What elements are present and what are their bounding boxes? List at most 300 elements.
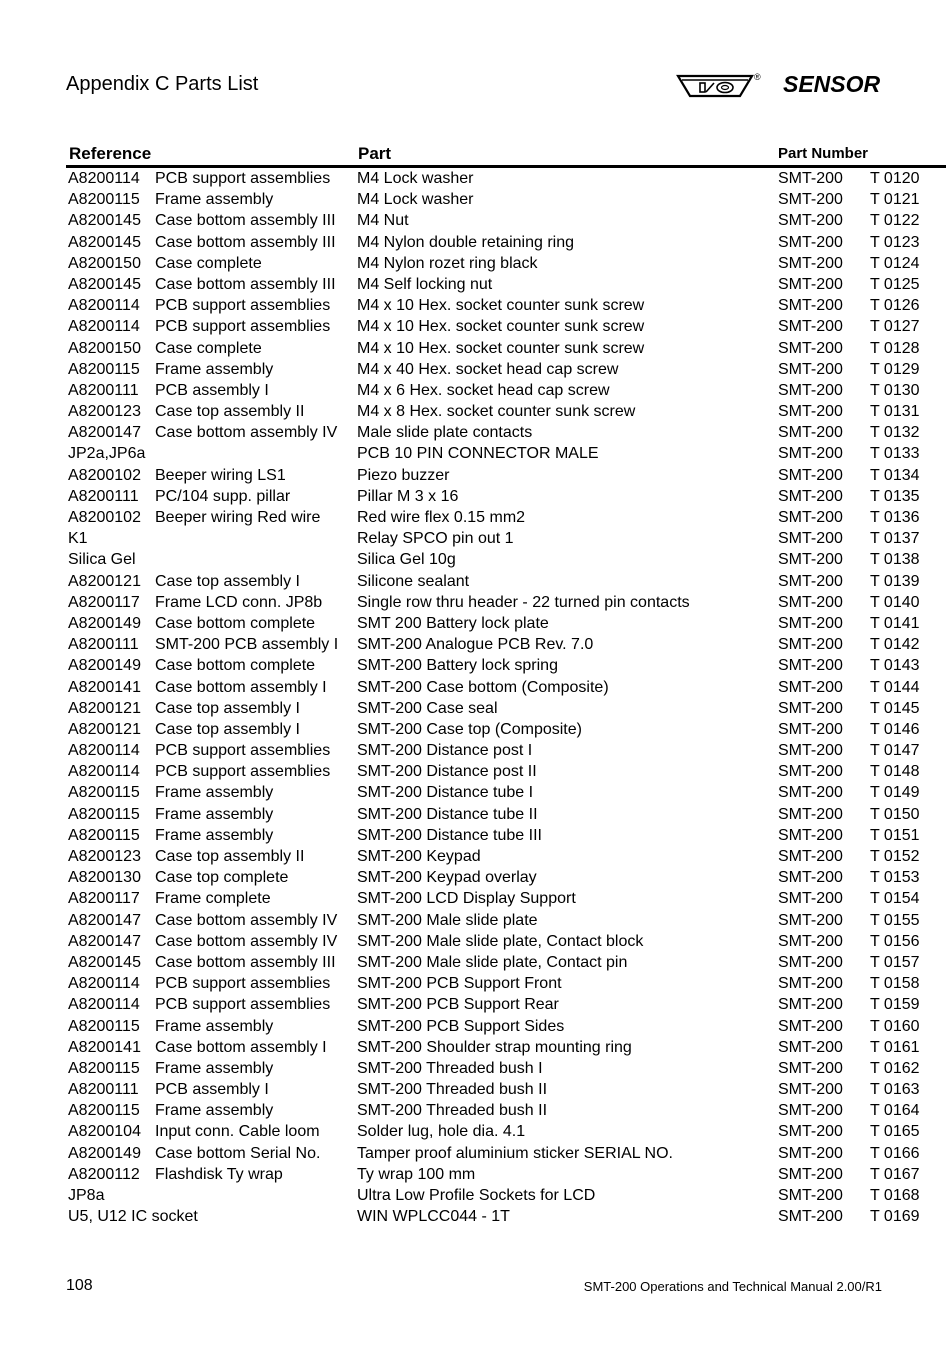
table-row [0, 359, 950, 380]
model-cell: SMT-200 [778, 318, 843, 336]
part-cell: SMT-200 Case top (Composite) [357, 720, 582, 738]
table-row [0, 1206, 950, 1227]
part-cell: SMT 200 Battery lock plate [357, 614, 549, 632]
reference-cell: A8200115 [68, 805, 140, 823]
part-cell: SMT-200 Distance post II [357, 763, 537, 781]
assembly-cell: Case complete [155, 254, 262, 272]
table-row [0, 549, 950, 570]
part-cell: Solder lug, hole dia. 4.1 [357, 1123, 526, 1141]
reference-cell: A8200141 [68, 678, 141, 696]
table-row [0, 634, 950, 655]
reference-cell: A8200121 [68, 720, 141, 738]
reference-cell: A8200141 [68, 1038, 141, 1056]
part-cell: M4 Lock washer [357, 191, 474, 209]
part-number-cell: T 0151 [870, 826, 920, 844]
part-cell: M4 x 10 Hex. socket counter sunk screw [357, 318, 645, 336]
reference-cell: U5, U12 IC socket [68, 1208, 198, 1226]
part-number-cell: T 0122 [870, 212, 920, 230]
part-number-cell: T 0150 [870, 805, 920, 823]
reference-cell: A8200102 [68, 509, 141, 526]
assembly-cell: Case bottom assembly III [155, 233, 336, 251]
part-number-cell: T 0163 [870, 1081, 920, 1099]
part-number-cell: T 0134 [870, 466, 920, 484]
model-cell: SMT-200 [778, 487, 843, 505]
part-number-cell: T 0152 [870, 848, 920, 865]
part-cell: M4 Nylon rozet ring black [357, 254, 538, 272]
model-cell: SMT-200 [778, 848, 843, 865]
model-cell: SMT-200 [778, 699, 843, 717]
part-number-cell: T 0125 [870, 275, 920, 293]
reference-cell: A8200111 [68, 381, 139, 399]
part-cell: Red wire flex 0.15 mm2 [357, 509, 526, 526]
table-row [0, 465, 950, 486]
table-row [0, 1079, 950, 1100]
model-cell: SMT-200 [778, 1187, 843, 1204]
part-number-cell: T 0149 [870, 784, 920, 802]
part-cell: Silica Gel 10g [357, 551, 456, 569]
model-cell: SMT-200 [778, 657, 843, 675]
part-number-cell: T 0166 [870, 1144, 920, 1162]
reference-cell: A8200121 [68, 699, 141, 717]
reference-cell: A8200145 [68, 233, 141, 251]
part-cell: PCB 10 PIN CONNECTOR MALE [357, 445, 599, 463]
table-row [0, 719, 950, 740]
reference-cell: A8200114 [68, 742, 140, 760]
assembly-cell: Input conn. Cable loom [155, 1123, 320, 1141]
assembly-cell: PCB support assemblies [155, 742, 331, 760]
part-number-cell: T 0124 [870, 254, 920, 272]
part-number-cell: T 0145 [870, 699, 920, 717]
part-number-cell: T 0148 [870, 763, 920, 781]
table-row [0, 1121, 950, 1142]
part-number-cell: T 0156 [870, 932, 920, 950]
reference-cell: A8200115 [68, 1102, 140, 1120]
assembly-cell: Beeper wiring Red wire [155, 509, 321, 526]
part-cell: SMT-200 Battery lock spring [357, 657, 558, 675]
model-cell: SMT-200 [778, 932, 843, 950]
part-number-cell: T 0127 [870, 318, 920, 336]
part-cell: SMT-200 PCB Support Rear [357, 996, 559, 1014]
part-number-cell: T 0153 [870, 869, 920, 887]
part-number-cell: T 0128 [870, 339, 920, 357]
part-number-cell: T 0160 [870, 1017, 920, 1035]
reference-cell: K1 [68, 530, 88, 548]
table-row [0, 613, 950, 634]
reference-cell: A8200114 [68, 996, 140, 1014]
model-cell: SMT-200 [778, 742, 843, 760]
part-number-cell: T 0165 [870, 1123, 920, 1141]
part-cell: SMT-200 Male slide plate, Contact pin [357, 953, 628, 971]
table-row [0, 380, 950, 401]
table-row [0, 994, 950, 1015]
part-number-cell: T 0130 [870, 381, 920, 399]
part-cell: Pillar M 3 x 16 [357, 487, 459, 505]
assembly-cell: Case bottom assembly I [155, 1038, 327, 1056]
assembly-cell: Case top assembly II [155, 848, 305, 865]
part-cell: SMT-200 Threaded bush II [357, 1081, 548, 1099]
table-row [0, 761, 950, 782]
part-number-cell: T 0136 [870, 509, 920, 526]
reference-cell: A8200117 [68, 890, 140, 908]
model-cell: SMT-200 [778, 996, 843, 1014]
part-cell: Ultra Low Profile Sockets for LCD [357, 1187, 596, 1204]
reference-cell: A8200117 [68, 593, 140, 611]
part-cell: M4 Nylon double retaining ring [357, 233, 575, 251]
reference-cell: A8200115 [68, 1059, 140, 1077]
part-number-cell: T 0141 [870, 614, 920, 632]
part-cell: M4 Nut [357, 212, 409, 230]
reference-cell: JP2a,JP6a [68, 445, 146, 463]
model-cell: SMT-200 [778, 466, 843, 484]
table-row [0, 316, 950, 337]
reference-cell: A8200149 [68, 1144, 141, 1162]
part-cell: SMT-200 Keypad overlay [357, 869, 537, 887]
model-cell: SMT-200 [778, 763, 843, 781]
part-cell: SMT-200 Male slide plate [357, 911, 538, 929]
part-cell: SMT-200 Male slide plate, Contact block [357, 932, 644, 950]
table-row [0, 253, 950, 274]
assembly-cell: Beeper wiring LS1 [155, 466, 286, 484]
model-cell: SMT-200 [778, 826, 843, 844]
part-cell: Ty wrap 100 mm [357, 1165, 476, 1183]
part-cell: SMT-200 PCB Support Sides [357, 1017, 565, 1035]
reference-cell: A8200150 [68, 339, 141, 357]
reference-cell: A8200149 [68, 657, 141, 675]
assembly-cell: PCB support assemblies [155, 763, 331, 781]
table-row [0, 1058, 950, 1079]
manual-title: SMT-200 Operations and Technical Manual 2.00/R1 [583, 1279, 882, 1294]
model-cell: SMT-200 [778, 360, 843, 378]
table-row [0, 571, 950, 592]
page-title: Appendix C Parts List [66, 73, 259, 95]
reference-cell: A8200150 [68, 254, 141, 272]
reference-cell: A8200104 [68, 1123, 141, 1141]
model-cell: SMT-200 [778, 551, 843, 569]
part-cell: M4 x 40 Hex. socket head cap screw [357, 360, 619, 378]
reference-cell: A8200114 [68, 318, 140, 336]
table-row [0, 422, 950, 443]
model-cell: SMT-200 [778, 170, 843, 187]
part-number-cell: T 0126 [870, 297, 920, 315]
part-number-cell: T 0169 [870, 1208, 920, 1226]
model-cell: SMT-200 [778, 1208, 843, 1226]
part-cell: SMT-200 Distance post I [357, 742, 533, 760]
part-cell: M4 Lock washer [357, 170, 474, 187]
assembly-cell: Case bottom complete [155, 657, 316, 675]
table-row [0, 295, 950, 316]
reference-cell: A8200147 [68, 424, 141, 442]
assembly-cell: Case bottom assembly IV [155, 932, 338, 950]
model-cell: SMT-200 [778, 1059, 843, 1077]
model-cell: SMT-200 [778, 212, 843, 230]
assembly-cell: Frame assembly [155, 191, 274, 209]
reference-cell: A8200111 [68, 636, 139, 654]
reference-cell: A8200114 [68, 170, 140, 187]
table-row [0, 1185, 950, 1206]
reference-cell: A8200115 [68, 784, 140, 802]
model-cell: SMT-200 [778, 275, 843, 293]
assembly-cell: PCB support assemblies [155, 318, 331, 336]
model-cell: SMT-200 [778, 403, 843, 421]
assembly-cell: PCB support assemblies [155, 170, 331, 187]
model-cell: SMT-200 [778, 339, 843, 357]
part-number-cell: T 0137 [870, 530, 920, 548]
table-row [0, 443, 950, 464]
assembly-cell: Case bottom assembly I [155, 678, 327, 696]
table-row [0, 189, 950, 210]
assembly-cell: PCB support assemblies [155, 975, 331, 993]
part-number-cell: T 0158 [870, 975, 920, 993]
reference-cell: A8200112 [68, 1165, 140, 1183]
logo-emblem-icon [676, 72, 766, 100]
part-cell: M4 x 10 Hex. socket counter sunk screw [357, 297, 645, 315]
table-row [0, 168, 950, 189]
part-cell: SMT-200 Case seal [357, 699, 498, 717]
table-row [0, 973, 950, 994]
reference-cell: A8200114 [68, 763, 140, 781]
part-cell: Relay SPCO pin out 1 [357, 530, 514, 548]
reference-cell: A8200114 [68, 975, 140, 993]
reference-cell: A8200145 [68, 212, 141, 230]
part-number-cell: T 0167 [870, 1165, 920, 1183]
assembly-cell: Case bottom Serial No. [155, 1144, 321, 1162]
part-number-cell: T 0157 [870, 953, 920, 971]
assembly-cell: Frame complete [155, 890, 271, 908]
reference-cell: A8200147 [68, 932, 141, 950]
assembly-cell: PCB support assemblies [155, 297, 331, 315]
assembly-cell: Frame assembly [155, 1059, 274, 1077]
model-cell: SMT-200 [778, 424, 843, 442]
table-row [0, 210, 950, 231]
part-cell: Tamper proof aluminium sticker SERIAL NO. [357, 1144, 673, 1162]
column-header-reference: Reference [69, 144, 152, 163]
part-number-cell: T 0168 [870, 1187, 920, 1204]
table-row [0, 1037, 950, 1058]
model-cell: SMT-200 [778, 593, 843, 611]
column-header-part-number: Part Number [778, 145, 869, 162]
company-logo [676, 72, 766, 105]
table-row [0, 1016, 950, 1037]
table-row [0, 1164, 950, 1185]
reference-cell: A8200123 [68, 403, 141, 421]
assembly-cell: Case bottom assembly III [155, 953, 336, 971]
part-number-cell: T 0142 [870, 636, 920, 654]
table-row [0, 910, 950, 931]
reference-cell: A8200115 [68, 360, 140, 378]
assembly-cell: Case complete [155, 339, 262, 357]
part-number-cell: T 0120 [870, 170, 920, 187]
part-number-cell: T 0131 [870, 403, 920, 421]
table-row [0, 232, 950, 253]
reference-cell: A8200121 [68, 572, 141, 590]
assembly-cell: Case bottom complete [155, 614, 316, 632]
assembly-cell: Case top complete [155, 869, 289, 887]
model-cell: SMT-200 [778, 254, 843, 272]
part-number-cell: T 0135 [870, 487, 920, 505]
reference-cell: A8200115 [68, 1017, 140, 1035]
part-number-cell: T 0140 [870, 593, 920, 611]
table-row [0, 888, 950, 909]
table-row [0, 952, 950, 973]
part-cell: SMT-200 Threaded bush II [357, 1102, 548, 1120]
assembly-cell: Frame assembly [155, 1017, 274, 1035]
model-cell: SMT-200 [778, 572, 843, 590]
assembly-cell: Case top assembly I [155, 699, 300, 717]
model-cell: SMT-200 [778, 953, 843, 971]
reference-cell: A8200111 [68, 1081, 139, 1099]
table-row [0, 592, 950, 613]
table-row [0, 804, 950, 825]
part-number-cell: T 0164 [870, 1102, 920, 1120]
part-number-cell: T 0138 [870, 551, 920, 569]
table-row [0, 931, 950, 952]
assembly-cell: PC/104 supp. pillar [155, 487, 291, 505]
model-cell: SMT-200 [778, 1081, 843, 1099]
part-number-cell: T 0143 [870, 657, 920, 675]
table-row [0, 1100, 950, 1121]
assembly-cell: Frame LCD conn. JP8b [155, 593, 323, 611]
brand-name: SENSOR [783, 71, 881, 97]
assembly-cell: Flashdisk Ty wrap [155, 1165, 283, 1183]
part-number-cell: T 0129 [870, 360, 920, 378]
part-number-cell: T 0161 [870, 1038, 920, 1056]
table-row [0, 677, 950, 698]
assembly-cell: SMT-200 PCB assembly I [155, 636, 339, 654]
part-cell: Silicone sealant [357, 572, 470, 590]
model-cell: SMT-200 [778, 614, 843, 632]
table-row [0, 528, 950, 549]
part-number-cell: T 0139 [870, 572, 920, 590]
model-cell: SMT-200 [778, 1017, 843, 1035]
reference-cell: JP8a [68, 1187, 105, 1204]
model-cell: SMT-200 [778, 1102, 843, 1120]
part-cell: SMT-200 PCB Support Front [357, 975, 562, 993]
page-number: 108 [66, 1277, 93, 1294]
part-cell: SMT-200 Threaded bush I [357, 1059, 543, 1077]
model-cell: SMT-200 [778, 233, 843, 251]
model-cell: SMT-200 [778, 1165, 843, 1183]
part-number-cell: T 0133 [870, 445, 920, 463]
assembly-cell: Case top assembly II [155, 403, 305, 421]
part-cell: WIN WPLCC044 - 1T [357, 1208, 510, 1226]
reference-cell: A8200149 [68, 614, 141, 632]
table-row [0, 1143, 950, 1164]
part-cell: SMT-200 Distance tube III [357, 826, 542, 844]
part-number-cell: T 0154 [870, 890, 920, 908]
part-cell: M4 Self locking nut [357, 275, 493, 293]
table-row [0, 274, 950, 295]
part-cell: Single row thru header - 22 turned pin contacts [357, 593, 690, 611]
assembly-cell: Case bottom assembly III [155, 212, 336, 230]
reference-cell: A8200145 [68, 953, 141, 971]
assembly-cell: Frame assembly [155, 1102, 274, 1120]
registered-mark: ® [754, 72, 761, 82]
table-row [0, 486, 950, 507]
part-cell: SMT-200 LCD Display Support [357, 890, 576, 908]
part-number-cell: T 0159 [870, 996, 920, 1014]
part-cell: Piezo buzzer [357, 466, 450, 484]
part-number-cell: T 0123 [870, 233, 920, 251]
part-cell: SMT-200 Analogue PCB Rev. 7.0 [357, 636, 594, 654]
part-cell: SMT-200 Keypad [357, 848, 481, 865]
part-number-cell: T 0162 [870, 1059, 920, 1077]
part-cell: M4 x 10 Hex. socket counter sunk screw [357, 339, 645, 357]
assembly-cell: Frame assembly [155, 784, 274, 802]
model-cell: SMT-200 [778, 911, 843, 929]
reference-cell: A8200123 [68, 848, 141, 865]
part-cell: Male slide plate contacts [357, 424, 533, 442]
model-cell: SMT-200 [778, 297, 843, 315]
reference-cell: A8200145 [68, 275, 141, 293]
assembly-cell: Case top assembly I [155, 720, 300, 738]
part-number-cell: T 0146 [870, 720, 920, 738]
reference-cell: A8200102 [68, 466, 141, 484]
table-row [0, 867, 950, 888]
table-row [0, 698, 950, 719]
assembly-cell: PCB support assemblies [155, 996, 331, 1014]
table-row [0, 846, 950, 867]
reference-cell: A8200147 [68, 911, 141, 929]
reference-cell: A8200111 [68, 487, 139, 505]
table-row [0, 655, 950, 676]
assembly-cell: Frame assembly [155, 360, 274, 378]
model-cell: SMT-200 [778, 869, 843, 887]
model-cell: SMT-200 [778, 805, 843, 823]
table-row [0, 401, 950, 422]
model-cell: SMT-200 [778, 191, 843, 209]
model-cell: SMT-200 [778, 720, 843, 738]
model-cell: SMT-200 [778, 509, 843, 526]
model-cell: SMT-200 [778, 890, 843, 908]
assembly-cell: PCB assembly I [155, 1081, 269, 1099]
table-row [0, 825, 950, 846]
part-number-cell: T 0132 [870, 424, 920, 442]
assembly-cell: Case bottom assembly IV [155, 424, 338, 442]
part-cell: SMT-200 Case bottom (Composite) [357, 678, 609, 696]
model-cell: SMT-200 [778, 530, 843, 548]
assembly-cell: Frame assembly [155, 805, 274, 823]
reference-cell: A8200115 [68, 191, 140, 209]
part-cell: SMT-200 Shoulder strap mounting ring [357, 1038, 632, 1056]
model-cell: SMT-200 [778, 1123, 843, 1141]
part-cell: M4 x 6 Hex. socket head cap screw [357, 381, 610, 399]
parts-table [0, 168, 950, 1227]
part-cell: M4 x 8 Hex. socket counter sunk screw [357, 403, 636, 421]
model-cell: SMT-200 [778, 1038, 843, 1056]
model-cell: SMT-200 [778, 678, 843, 696]
assembly-cell: Case top assembly I [155, 572, 300, 590]
table-row [0, 338, 950, 359]
model-cell: SMT-200 [778, 381, 843, 399]
reference-cell: A8200115 [68, 826, 140, 844]
table-row [0, 740, 950, 761]
part-cell: SMT-200 Distance tube I [357, 784, 534, 802]
column-header-part: Part [358, 144, 392, 163]
model-cell: SMT-200 [778, 1144, 843, 1162]
assembly-cell: Case bottom assembly IV [155, 911, 338, 929]
part-number-cell: T 0155 [870, 911, 920, 929]
model-cell: SMT-200 [778, 445, 843, 463]
part-number-cell: T 0144 [870, 678, 920, 696]
reference-cell: Silica Gel [68, 551, 136, 569]
assembly-cell: PCB assembly I [155, 381, 269, 399]
assembly-cell: Case bottom assembly III [155, 275, 336, 293]
reference-cell: A8200114 [68, 297, 140, 315]
reference-cell: A8200130 [68, 869, 141, 887]
table-row [0, 507, 950, 528]
model-cell: SMT-200 [778, 636, 843, 654]
model-cell: SMT-200 [778, 975, 843, 993]
